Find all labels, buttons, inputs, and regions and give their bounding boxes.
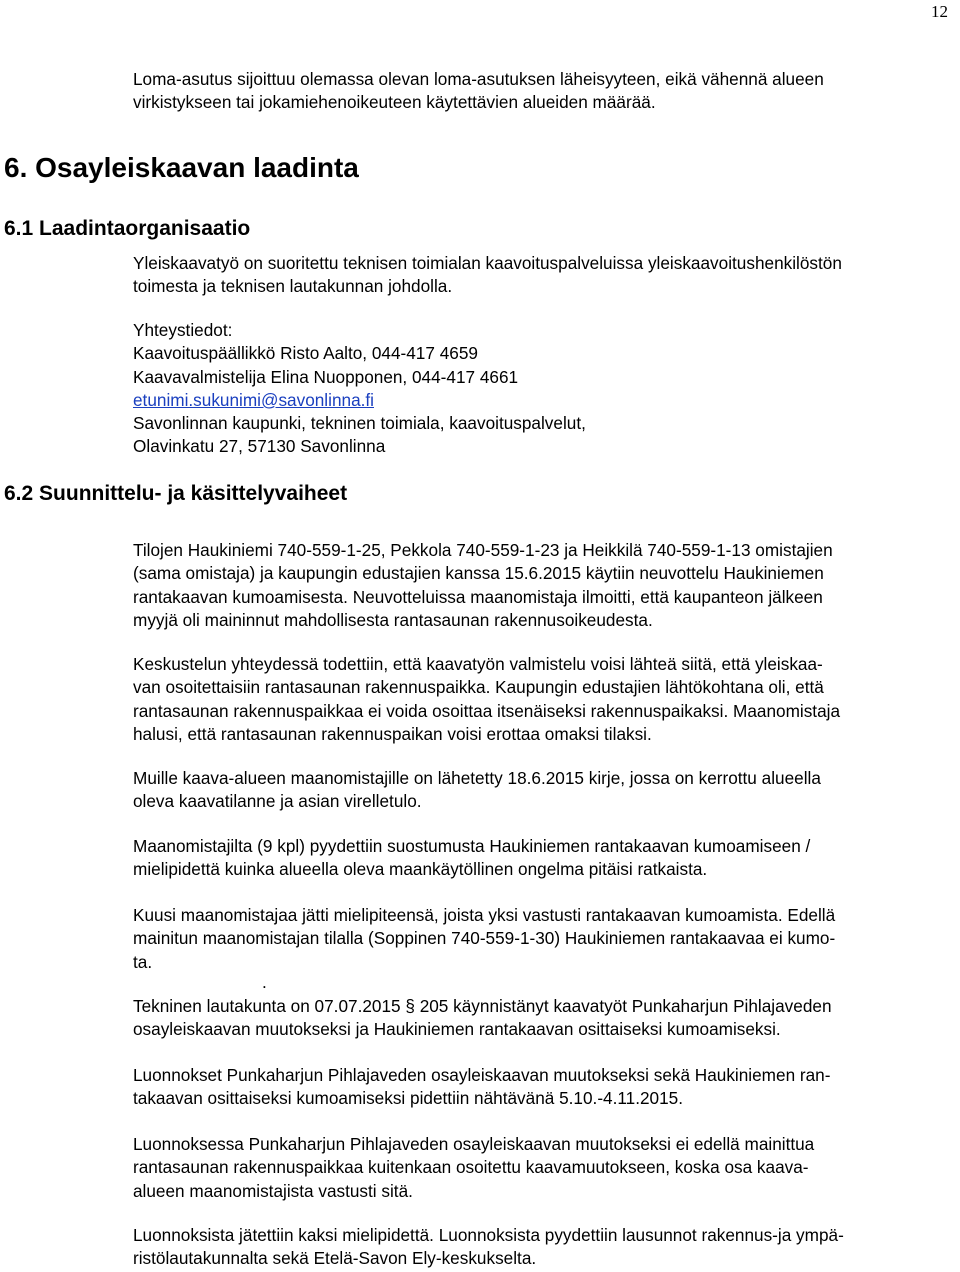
text-line: virkistykseen tai jokamiehenoikeuteen käytettävien alueiden määrää. [133, 92, 656, 113]
paragraph-letter [133, 767, 821, 814]
text-line: ristölautakunnalta sekä Etelä-Savon Ely-keskukselta. [133, 1248, 537, 1269]
paragraph-drafts-display [133, 1064, 830, 1111]
text-line: Luonnoksista jätettiin kaksi mielipidettä. Luonnoksista pyydettiin lausunnot rakennus-ja ympä- [133, 1225, 844, 1245]
text-line: Maanomistajilta (9 kpl) pyydettiin suostumusta Haukiniemen rantakaavan kumoamiseen / [133, 836, 811, 856]
paragraph-draft-sauna [133, 1133, 814, 1203]
text-line: osayleiskaavan muutokseksi ja Haukiniemen rantakaavan osittaiseksi kumoamiseksi. [133, 1019, 781, 1040]
text-line: rantakaavan kumoamisesta. Neuvotteluissa maanomistaja ilmoitti, että kaupanteon jälkeen [133, 586, 823, 607]
paragraph-statements [133, 1224, 844, 1271]
text-line: van osoitettaisiin rantasaunan rakennuspaikka. Kaupungin edustajien lähtökohtana oli, että [133, 677, 824, 698]
text-line: oleva kaavatilanne ja asian virelletulo. [133, 791, 422, 812]
contact-plan-preparer: Kaavavalmistelija Elina Nuopponen, 044-417 4661 [133, 366, 519, 387]
paragraph-discussion [133, 653, 840, 746]
text-line: Keskustelun yhteydessä todettiin, että kaavatyön valmistelu voisi lähteä siitä, että yleiskaa- [133, 654, 823, 674]
text-line: Kuusi maanomistajaa jätti mielipiteensä, joista yksi vastusti rantakaavan kumoamista. Edellä [133, 905, 836, 925]
page-number: 12 [931, 2, 948, 21]
paragraph-committee [133, 995, 832, 1042]
section-6-2-heading: 6.2 Suunnittelu- ja käsittelyvaiheet [4, 482, 348, 505]
contact-block [133, 319, 586, 459]
contact-heading: Yhteystiedot: [133, 320, 233, 340]
section-6-1-heading: 6.1 Laadintaorganisaatio [4, 217, 251, 240]
text-line: halusi, että rantasaunan rakennuspaikan voisi erottaa omaksi tilaksi. [133, 723, 652, 744]
text-line: myyjä oli maininnut mahdollisesta rantasaunan rakennusoikeudesta. [133, 609, 653, 630]
text-line: Luonnoksessa Punkaharjun Pihlajaveden osayleiskaavan muutokseksi ei edellä mainittua [133, 1134, 815, 1154]
section-6-heading: 6. Osayleiskaavan laadinta [4, 152, 359, 183]
email-link[interactable]: etunimi.sukunimi@savonlinna.fi [133, 389, 374, 410]
address-line: Olavinkatu 27, 57130 Savonlinna [133, 436, 386, 457]
text-line: Loma-asutus sijoittuu olemassa olevan loma-asutuksen läheisyyteen, eikä vähennä alueen [133, 69, 824, 89]
paragraph-consent [133, 835, 810, 882]
text-line: rantasaunan rakennuspaikkaa kuitenkaan osoitettu kaavamuutokseen, koska osa kaava- [133, 1157, 809, 1178]
address-line: Savonlinnan kaupunki, tekninen toimiala, kaavoituspalvelut, [133, 413, 586, 434]
text-line: Tilojen Haukiniemi 740-559-1-25, Pekkola 740-559-1-23 ja Heikkilä 740-559-1-13 omistajien [133, 540, 833, 560]
text-line: Luonnokset Punkaharjun Pihlajaveden osayleiskaavan muutokseksi sekä Haukiniemen ran- [133, 1065, 831, 1085]
paragraph-opinions [133, 904, 835, 974]
text-line: mainitun maanomistajan tilalla (Soppinen 740-559-1-30) Haukiniemen rantakaavaa ei kumo- [133, 928, 836, 949]
text-line: Yleiskaavatyö on suoritettu teknisen toimialan kaavoituspalveluissa yleiskaavoitushenkilöstön [133, 253, 842, 273]
contact-planning-manager: Kaavoituspäällikkö Risto Aalto, 044-417 4659 [133, 343, 478, 364]
text-line: ta. [133, 951, 153, 972]
text-line: rantasaunan rakennuspaikkaa ei voida osoittaa itsenäiseksi rakennuspaikaksi. Maanomistaja [133, 700, 841, 721]
text-line: toimesta ja teknisen lautakunnan johdolla. [133, 276, 453, 297]
text-line: alueen maanomistajista vastusti sitä. [133, 1180, 413, 1201]
text-line: mielipidettä kuinka alueella oleva maankäytöllinen ongelma pitäisi ratkaista. [133, 859, 708, 880]
intro-paragraph [133, 68, 824, 115]
text-line: (sama omistaja) ja kaupungin edustajien kanssa 15.6.2015 käytiin neuvottelu Haukiniemen [133, 563, 824, 584]
text-line: Tekninen lautakunta on 07.07.2015 § 205 käynnistänyt kaavatyöt Punkaharjun Pihlajaveden [133, 996, 832, 1016]
text-line: takaavan osittaiseksi kumoamiseksi pidettiin nähtävänä 5.10.-4.11.2015. [133, 1088, 684, 1109]
stray-dot: . [262, 972, 267, 992]
paragraph-negotiation [133, 539, 833, 632]
text-line: Muille kaava-alueen maanomistajille on lähetetty 18.6.2015 kirje, jossa on kerrottu alueella [133, 768, 821, 788]
organisation-paragraph [133, 252, 842, 299]
